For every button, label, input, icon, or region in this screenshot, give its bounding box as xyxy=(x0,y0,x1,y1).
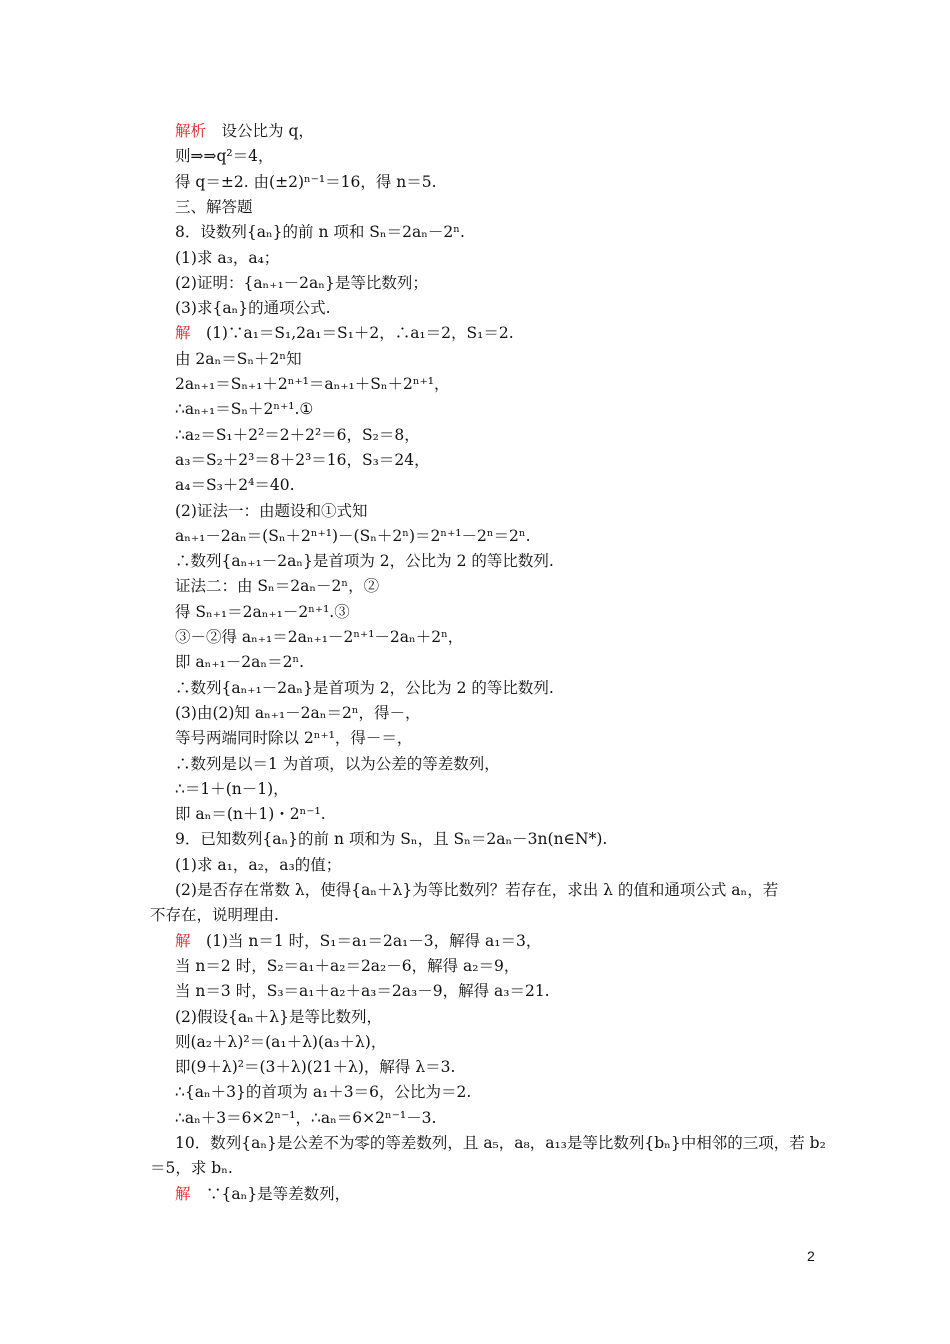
text-line: ∴＝1＋(n－1)， xyxy=(175,780,289,798)
text-line: (2)证法一：由题设和①式知 xyxy=(175,502,368,520)
text-line: ∴aₙ＋3＝6×2ⁿ⁻¹，∴aₙ＝6×2ⁿ⁻¹－3. xyxy=(175,1109,437,1127)
text-line: (3)由(2)知 aₙ₊₁－2aₙ＝2ⁿ，得－， xyxy=(175,704,421,722)
text-line: a₄＝S₃＋2⁴＝40. xyxy=(175,476,295,494)
text-line: 即 aₙ＝(n＋1)・2ⁿ⁻¹. xyxy=(175,805,326,823)
question-line: 10．数列{aₙ}是公差不为零的等差数列，且 a₅，a₈，a₁₃是等比数列{bₙ}中相邻的三项，若 b₂ xyxy=(175,1134,826,1152)
text-line: a₃＝S₂＋2³＝8＋2³＝16，S₃＝24， xyxy=(175,451,430,469)
question-line: 9．已知数列{aₙ}的前 n 项和为 Sₙ，且 Sₙ＝2aₙ－3n(n∈N*). xyxy=(175,830,608,848)
text-line: 得 Sₙ₊₁＝2aₙ₊₁－2ⁿ⁺¹.③ xyxy=(175,603,350,621)
text-line: 当 n＝3 时，S₃＝a₁＋a₂＋a₃＝2a₃－9，解得 a₃＝21. xyxy=(175,982,550,1000)
text-line: 由 2aₙ＝Sₙ＋2ⁿ知 xyxy=(175,350,302,368)
text-line: ∴数列是以＝1 为首项，以为公差的等差数列， xyxy=(175,755,500,773)
text-line: 则(a₂＋λ)²＝(a₁＋λ)(a₃＋λ)， xyxy=(175,1033,387,1051)
text-line: (2)假设{aₙ＋λ}是等比数列， xyxy=(175,1008,382,1026)
text-line: 即(9＋λ)²＝(3＋λ)(21＋λ)，解得 λ＝3. xyxy=(175,1058,456,1076)
text-line: ∴{aₙ＋3}的首项为 a₁＋3＝6，公比为＝2. xyxy=(175,1083,472,1101)
text-line: ＝5，求 bₙ. xyxy=(150,1159,233,1177)
text-line: ∴数列{aₙ₊₁－2aₙ}是首项为 2，公比为 2 的等比数列. xyxy=(175,552,554,570)
text-line: 当 n＝2 时，S₂＝a₁＋a₂＝2a₂－6，解得 a₂＝9， xyxy=(175,957,520,975)
text-line: 等号两端同时除以 2ⁿ⁺¹，得－＝， xyxy=(175,729,413,747)
text-line: 解 (1)∵a₁＝S₁,2a₁＝S₁＋2，∴a₁＝2，S₁＝2. xyxy=(175,324,514,342)
text-line: ∴a₂＝S₁＋2²＝2＋2²＝6，S₂＝8， xyxy=(175,426,420,444)
text-line: (3)求{aₙ}的通项公式. xyxy=(175,299,331,317)
text-line: 即 aₙ₊₁－2aₙ＝2ⁿ. xyxy=(175,653,305,671)
text-line: 解 ∵{aₙ}是等差数列， xyxy=(175,1185,351,1203)
section-heading: 三、解答题 xyxy=(175,198,253,216)
text-line: (2)证明：{aₙ₊₁－2aₙ}是等比数列； xyxy=(175,274,428,292)
text-line: 解析 设公比为 q， xyxy=(175,122,314,140)
solution-label: 解 xyxy=(175,324,191,342)
text-line: (1)求 a₁，a₂，a₃的值； xyxy=(175,856,342,874)
text-line: (2)是否存在常数 λ，使得{aₙ＋λ}为等比数列？若存在，求出 λ 的值和通项公式 aₙ，若 xyxy=(175,881,779,899)
text-line: ∴数列{aₙ₊₁－2aₙ}是首项为 2，公比为 2 的等比数列. xyxy=(175,679,554,697)
text-line: aₙ₊₁－2aₙ＝(Sₙ＋2ⁿ⁺¹)－(Sₙ＋2ⁿ)＝2ⁿ⁺¹－2ⁿ＝2ⁿ. xyxy=(175,527,531,545)
solution-label: 解 xyxy=(175,1185,191,1203)
text-line: 得 q＝±2. 由(±2)ⁿ⁻¹＝16，得 n＝5. xyxy=(175,173,437,191)
solution-label: 解 xyxy=(175,932,191,950)
text-line: 解 (1)当 n＝1 时，S₁＝a₁＝2a₁－3，解得 a₁＝3， xyxy=(175,932,542,950)
text-line: 不存在，说明理由. xyxy=(150,906,279,924)
text-line: ∴aₙ₊₁＝Sₙ＋2ⁿ⁺¹.① xyxy=(175,400,314,418)
page-number: 2 xyxy=(807,1248,815,1264)
text-line: 则⇒⇒q²＝4， xyxy=(175,147,274,165)
text-line: 2aₙ₊₁＝Sₙ₊₁＋2ⁿ⁺¹＝aₙ₊₁＋Sₙ＋2ⁿ⁺¹， xyxy=(175,375,450,393)
text-line: ③－②得 aₙ₊₁＝2aₙ₊₁－2ⁿ⁺¹－2aₙ＋2ⁿ， xyxy=(175,628,464,646)
text-line: (1)求 a₃，a₄； xyxy=(175,249,280,267)
answer-label: 解析 xyxy=(175,122,207,140)
question-line: 8．设数列{aₙ}的前 n 项和 Sₙ＝2aₙ－2ⁿ. xyxy=(175,223,465,241)
text-line: 证法二：由 Sₙ＝2aₙ－2ⁿ，② xyxy=(175,577,380,595)
